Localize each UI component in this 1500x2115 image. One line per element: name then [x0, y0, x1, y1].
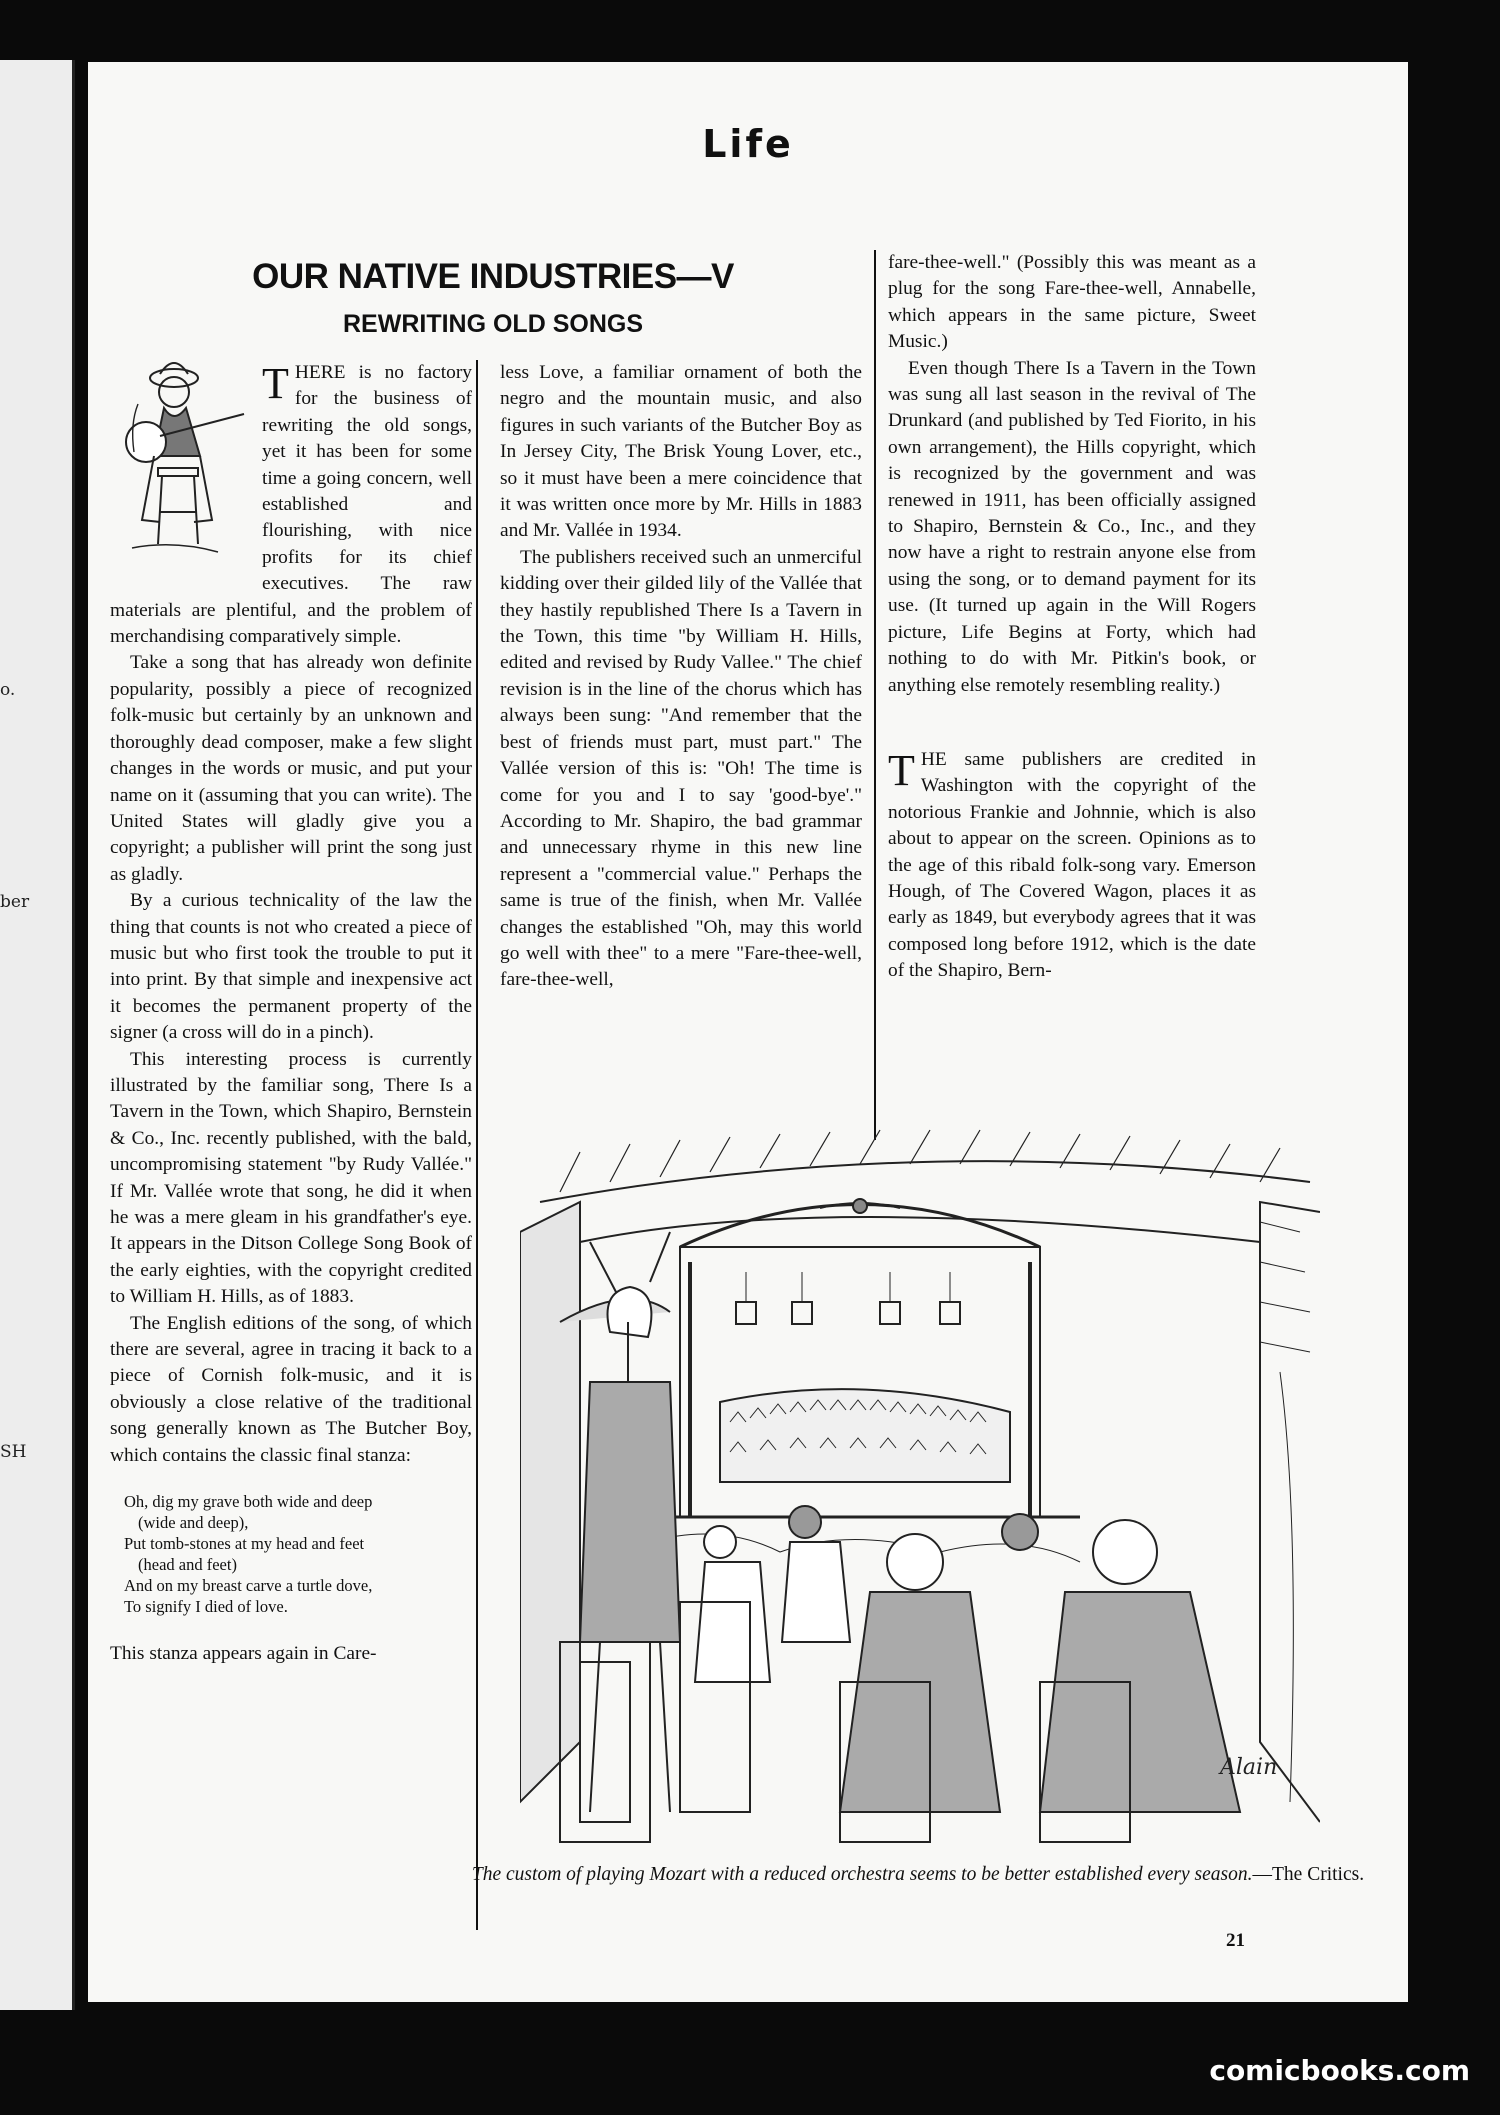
paragraph: fare-thee-well." (Possibly this was meant as a plug for the song Fare-thee-well, Annabelle, which appears in the same picture, Sweet Music.)	[888, 252, 1256, 353]
prev-page-fragment: o.	[0, 680, 16, 700]
paragraph: Even though There Is a Tavern in the Town was sung all last season in the revival of The Drunkard (and published by Ted Fiorito, in his own arrangement), the Hills copyright, which is recognized by the government and was renewed in 1911, has been officially assigned to Shapiro, Bernstein & Co., Inc., and they now have a right to restrain anyone else from using the song, or to demand payment for its use. (It turned up again in the Will Rogers picture, Life Begins at Forty, which had nothing to do with Mr. Pitkin's book, or anything else remotely resembling reality.)	[888, 357, 1256, 696]
paragraph: less Love, a familiar ornament of both the negro and the mountain music, and also figures in such variants of the Butcher Boy as In Jersey City, The Brisk Young Lover, etc., so it must have been a mere coincidence that it was written once more by Mr. Hills in 1883 and Mr. Vallée in 1934.	[500, 362, 862, 542]
paragraph: Take a song that has already won definite popularity, possibly a piece of recognized folk-music but certainly by an unknown and thoroughly dead composer, make a few slight changes in the words or music, and put your name on it (assuming that you can write). The United States will gladly give you a copyright; a publisher will print the song just as gladly.	[110, 652, 472, 885]
drop-cap: T	[888, 745, 915, 795]
paragraph: THERE is no factory for the business of rewriting the old songs, yet it has been for some time a going concern, well established and flourishing, with nice profits for its chief executives. The raw materials are plentiful, and the problem of merchandising comparatively simple.	[110, 359, 472, 648]
caption-text: The custom of playing Mozart with a reduced orchestra seems to be better established every season.	[471, 1864, 1253, 1885]
caption-credit: —The Critics.	[1252, 1864, 1365, 1885]
text-column-1	[110, 360, 472, 1667]
article-subtitle: REWRITING OLD SONGS	[343, 310, 643, 338]
prev-page-fragment: SH	[0, 1442, 27, 1462]
masthead: Life	[702, 122, 794, 166]
stanza-line: And on my breast carve a turtle dove,	[124, 1576, 373, 1596]
paragraph: The English editions of the song, of which there are several, agree in tracing it back to a piece of Cornish folk-music, and it is obviously a close relative of the traditional song generally known as The Butcher Boy, which contains the classic final stanza:	[110, 1312, 472, 1466]
banjo-player-illustration	[102, 344, 252, 572]
paragraph: By a curious technicality of the law the thing that counts is not who created a piece of music but who first took the trouble to put it into print. By that simple and inexpensive act it becomes the permanent property of the signer (a cross will do in a pinch).	[110, 890, 472, 1044]
watermark: comicbooks.com	[1209, 2054, 1470, 2087]
magazine-page	[88, 62, 1408, 2002]
text-column-3	[888, 250, 1256, 985]
stanza-line: To signify I died of love.	[124, 1597, 288, 1617]
stanza-line: Put tomb-stones at my head and feet	[124, 1534, 365, 1554]
paragraph: This stanza appears again in Care-	[110, 1643, 377, 1665]
column-rule	[476, 360, 478, 1930]
prev-page-fragment: ber	[0, 892, 30, 912]
paragraph: THE same publishers are credited in Washington with the copyright of the notorious Frankie and Johnnie, which is also about to appear on the screen. Opinions as to the age of this ribald folk-song vary. Emerson Hough, of The Covered Wagon, places it as early as 1849, but everybody agrees that it was composed long before 1912, which is the date of the Shapiro, Bern-	[888, 745, 1256, 982]
column-rule	[874, 250, 876, 1140]
artist-signature: Alain	[1220, 1755, 1278, 1780]
text-column-2	[500, 360, 862, 994]
cartoon-caption	[438, 1862, 1398, 1887]
stanza-line: (head and feet)	[138, 1555, 237, 1575]
stanza-line: Oh, dig my grave both wide and deep	[124, 1492, 373, 1512]
drop-cap: T	[262, 359, 289, 408]
paragraph: The publishers received such an unmerciful kidding over their gilded lily of the Vallée that they hastily republished There Is a Tavern in the Town, this time "by William H. Hills, edited and revised by Rudy Vallee." The chief revision is in the line of the chorus which has always been sung: "And remember that the best of friends must part, must part." The Vallée version of this is: "Oh! The time is come for you and I to say 'good-bye'." According to Mr. Shapiro, the bad grammar and unnecessary rhyme in this new line represent a "commercial value." Perhaps the same is true of the finish, when Mr. Vallée changes the established "Oh, may this world go well with thee" to a mere "Fare-thee-well, fare-thee-well,	[500, 546, 862, 991]
stanza-line: (wide and deep),	[138, 1513, 249, 1533]
article-title: OUR NATIVE INDUSTRIES—V	[252, 257, 734, 296]
concert-hall-cartoon	[520, 1122, 1320, 1852]
page-number: 21	[1226, 1930, 1245, 1951]
paragraph: This interesting process is currently illustrated by the familiar song, There Is a Tavern in the Town, which Shapiro, Bernstein & Co., Inc. recently published, with the bald, uncompromising statement "by Rudy Vallée." If Mr. Vallée wrote that song, he did it when he was a mere gleam in his grandfather's eye. It appears in the Ditson College Song Book of the early eighties, with the copyright credited to William H. Hills, as of 1883.	[110, 1048, 472, 1308]
previous-page-edge	[0, 60, 75, 2010]
song-stanza	[110, 1491, 472, 1617]
